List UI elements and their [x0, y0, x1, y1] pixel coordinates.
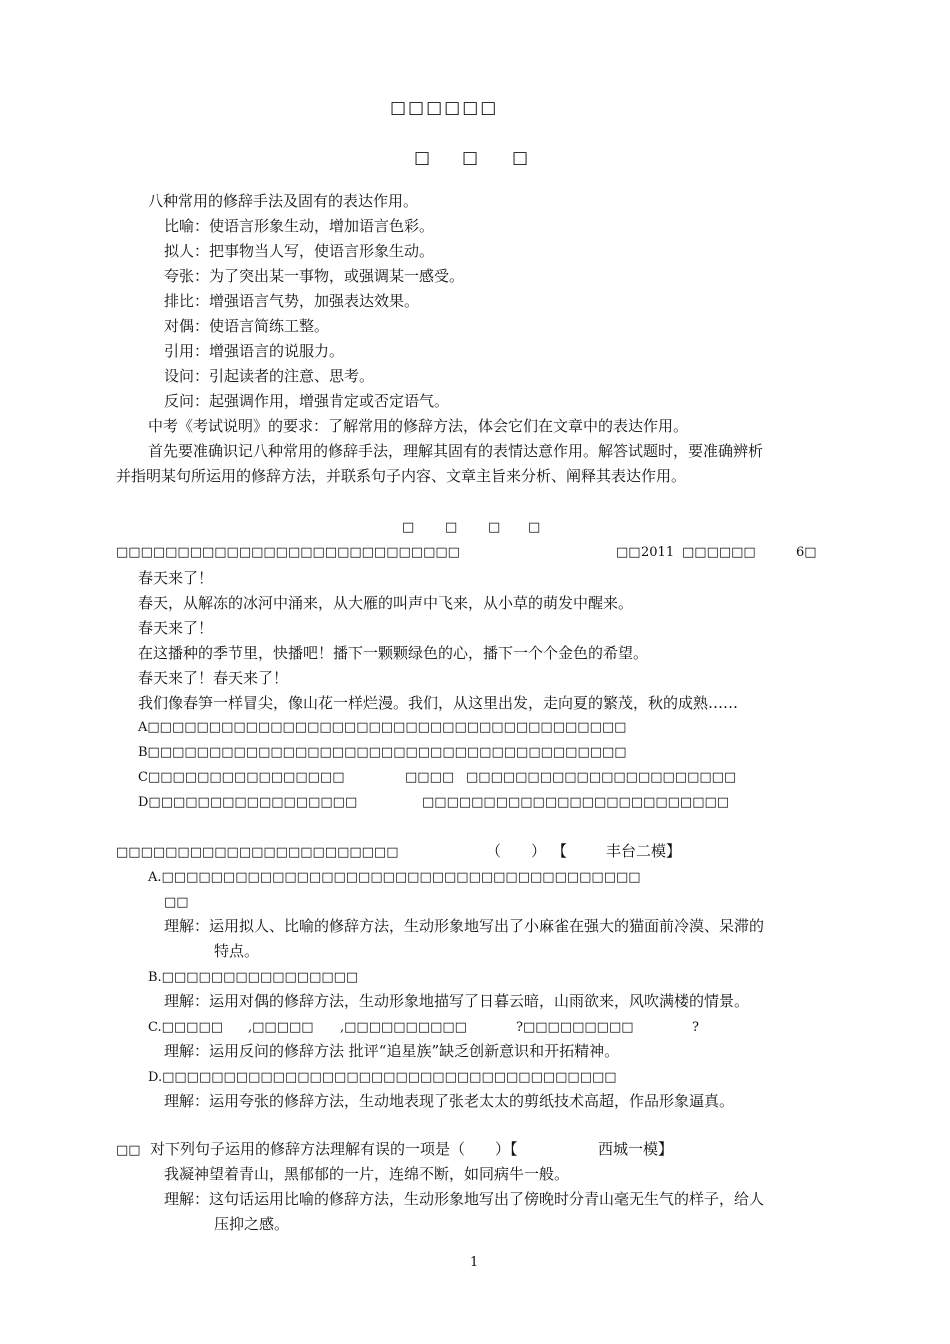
intro-lead: 八种常用的修辞手法及固有的表达作用。 — [148, 192, 419, 210]
advice-line-2: 并指明某句所运用的修辞方法，并联系句子内容、文章主旨来分析、阐释其表达作用。 — [116, 467, 687, 485]
question-2-option-a-explanation: 理解：运用拟人、比喻的修辞方法，生动形象地写出了小麻雀在强大的猫面前冷漠、呆滞的 — [164, 917, 765, 935]
question-2-option-b-explanation: 理解：运用对偶的修辞方法，生动形象地描写了日暮云暗，山雨欲来，风吹满楼的情景。 — [164, 992, 750, 1010]
rhetoric-item: 引用：增强语言的说服力。 — [164, 342, 345, 360]
question-2-option-c-explanation: 理解：运用反问的修辞方法 批评“追星族”缺乏创新意识和开拓精神。 — [164, 1042, 620, 1060]
question-2-option-a-cont: □□ — [164, 895, 189, 910]
rhetoric-item: 夸张：为了突出某一事物，或强调某一感受。 — [164, 267, 465, 285]
poem-line: 春天来了！ — [138, 569, 214, 587]
poem-line: 在这播种的季节里，快播吧！播下一颗颗绿色的心，播下一个个金色的希望。 — [138, 644, 649, 662]
question-2-option-c-part: ? — [692, 1020, 699, 1035]
exam-requirement: 中考《考试说明》的要求：了解常用的修辞方法，体会它们在文章中的表达作用。 — [148, 417, 689, 435]
question-2-option-c: C.□□□□□ — [148, 1020, 224, 1035]
question-1-option-c: C□□□□□□□□□□□□□□□□ — [138, 770, 345, 785]
question-1-source-a: □□ — [616, 545, 641, 560]
question-1-stem: □□□□□□□□□□□□□□□□□□□□□□□□□□□□ — [116, 545, 460, 560]
poem-line: 春天来了！春天来了！ — [138, 669, 289, 687]
question-3-explanation-cont: 压抑之感。 — [214, 1215, 290, 1233]
question-2-stem: □□□□□□□□□□□□□□□□□□□□□□□ — [116, 845, 399, 860]
question-2-option-b: B.□□□□□□□□□□□□□□□□ — [148, 970, 359, 985]
question-3-stem: 对下列句子运用的修辞方法理解有误的一项是（ ）【 — [150, 1140, 518, 1158]
question-1-option-c-part: □□□□ — [405, 770, 455, 785]
question-1-option-c-part: □□□□□□□□□□□□□□□□□□□□□□ — [466, 770, 737, 785]
section-title-char: □ — [488, 520, 501, 535]
question-2-option-c-part: ,□□□□□□□□□□ — [340, 1020, 467, 1035]
author-char-2: □ — [462, 148, 481, 168]
section-title-char: □ — [528, 520, 541, 535]
section-title-char: □ — [402, 520, 415, 535]
question-2-bracket: 【 — [552, 842, 568, 860]
question-2-option-c-part: ,□□□□□ — [248, 1020, 314, 1035]
question-2-answer-blank: （ ） — [486, 842, 547, 860]
rhetoric-item: 比喻：使语言形象生动，增加语言色彩。 — [164, 217, 435, 235]
question-3-sentence: 我凝神望着青山，黑郁郁的一片，连绵不断，如同病牛一般。 — [164, 1165, 570, 1183]
question-3-number: □□ — [116, 1143, 141, 1158]
question-2-option-a: A.□□□□□□□□□□□□□□□□□□□□□□□□□□□□□□□□□□□□□□□ — [148, 870, 641, 885]
rhetoric-item: 反问：起强调作用，增强肯定或否定语气。 — [164, 392, 450, 410]
question-2-option-a-explanation-cont: 特点。 — [214, 942, 260, 960]
advice-line-1: 首先要准确识记八种常用的修辞手法，理解其固有的表情达意作用。解答试题时，要准确辨析 — [148, 442, 764, 460]
poem-line: 春天来了！ — [138, 619, 214, 637]
document-title: □□□□□□ — [390, 98, 499, 118]
question-1-option-b: B□□□□□□□□□□□□□□□□□□□□□□□□□□□□□□□□□□□□□□□ — [138, 745, 627, 760]
question-2-option-c-part: ?□□□□□□□□□ — [516, 1020, 634, 1035]
author-char-1: □ — [414, 148, 433, 168]
question-2-source: 丰台二模】 — [606, 842, 682, 860]
question-1-option-d-part: □□□□□□□□□□□□□□□□□□□□□□□□□ — [422, 795, 730, 810]
rhetoric-item: 排比：增强语言气势，加强表达效果。 — [164, 292, 420, 310]
question-1-source-b: □□□□□□ — [682, 545, 756, 560]
question-3-source: 西城一模】 — [598, 1140, 674, 1158]
author-char-3: □ — [512, 148, 531, 168]
section-title-char: □ — [445, 520, 458, 535]
question-3-explanation: 理解：这句话运用比喻的修辞方法，生动形象地写出了傍晚时分青山毫无生气的样子，给人 — [164, 1190, 765, 1208]
poem-line: 春天，从解冻的冰河中涌来，从大雁的叫声中飞来，从小草的萌发中醒来。 — [138, 594, 634, 612]
question-1-option-a: A□□□□□□□□□□□□□□□□□□□□□□□□□□□□□□□□□□□□□□□ — [138, 720, 627, 735]
question-1-source-year: 2011 — [641, 545, 675, 560]
rhetoric-item: 拟人：把事物当人写，使语言形象生动。 — [164, 242, 435, 260]
question-1-score: 6□ — [796, 545, 817, 560]
question-1-option-d: D□□□□□□□□□□□□□□□□□ — [138, 795, 358, 810]
rhetoric-item: 设问：引起读者的注意、思考。 — [164, 367, 375, 385]
question-2-option-d: D.□□□□□□□□□□□□□□□□□□□□□□□□□□□□□□□□□□□□□ — [148, 1070, 617, 1085]
page-number: 1 — [470, 1255, 479, 1270]
rhetoric-item: 对偶：使语言简练工整。 — [164, 317, 330, 335]
question-2-option-d-explanation: 理解：运用夸张的修辞方法，生动地表现了张老太太的剪纸技术高超，作品形象逼真。 — [164, 1092, 735, 1110]
poem-line: 我们像春笋一样冒尖，像山花一样烂漫。我们，从这里出发，走向夏的繁茂，秋的成熟…… — [138, 694, 739, 712]
